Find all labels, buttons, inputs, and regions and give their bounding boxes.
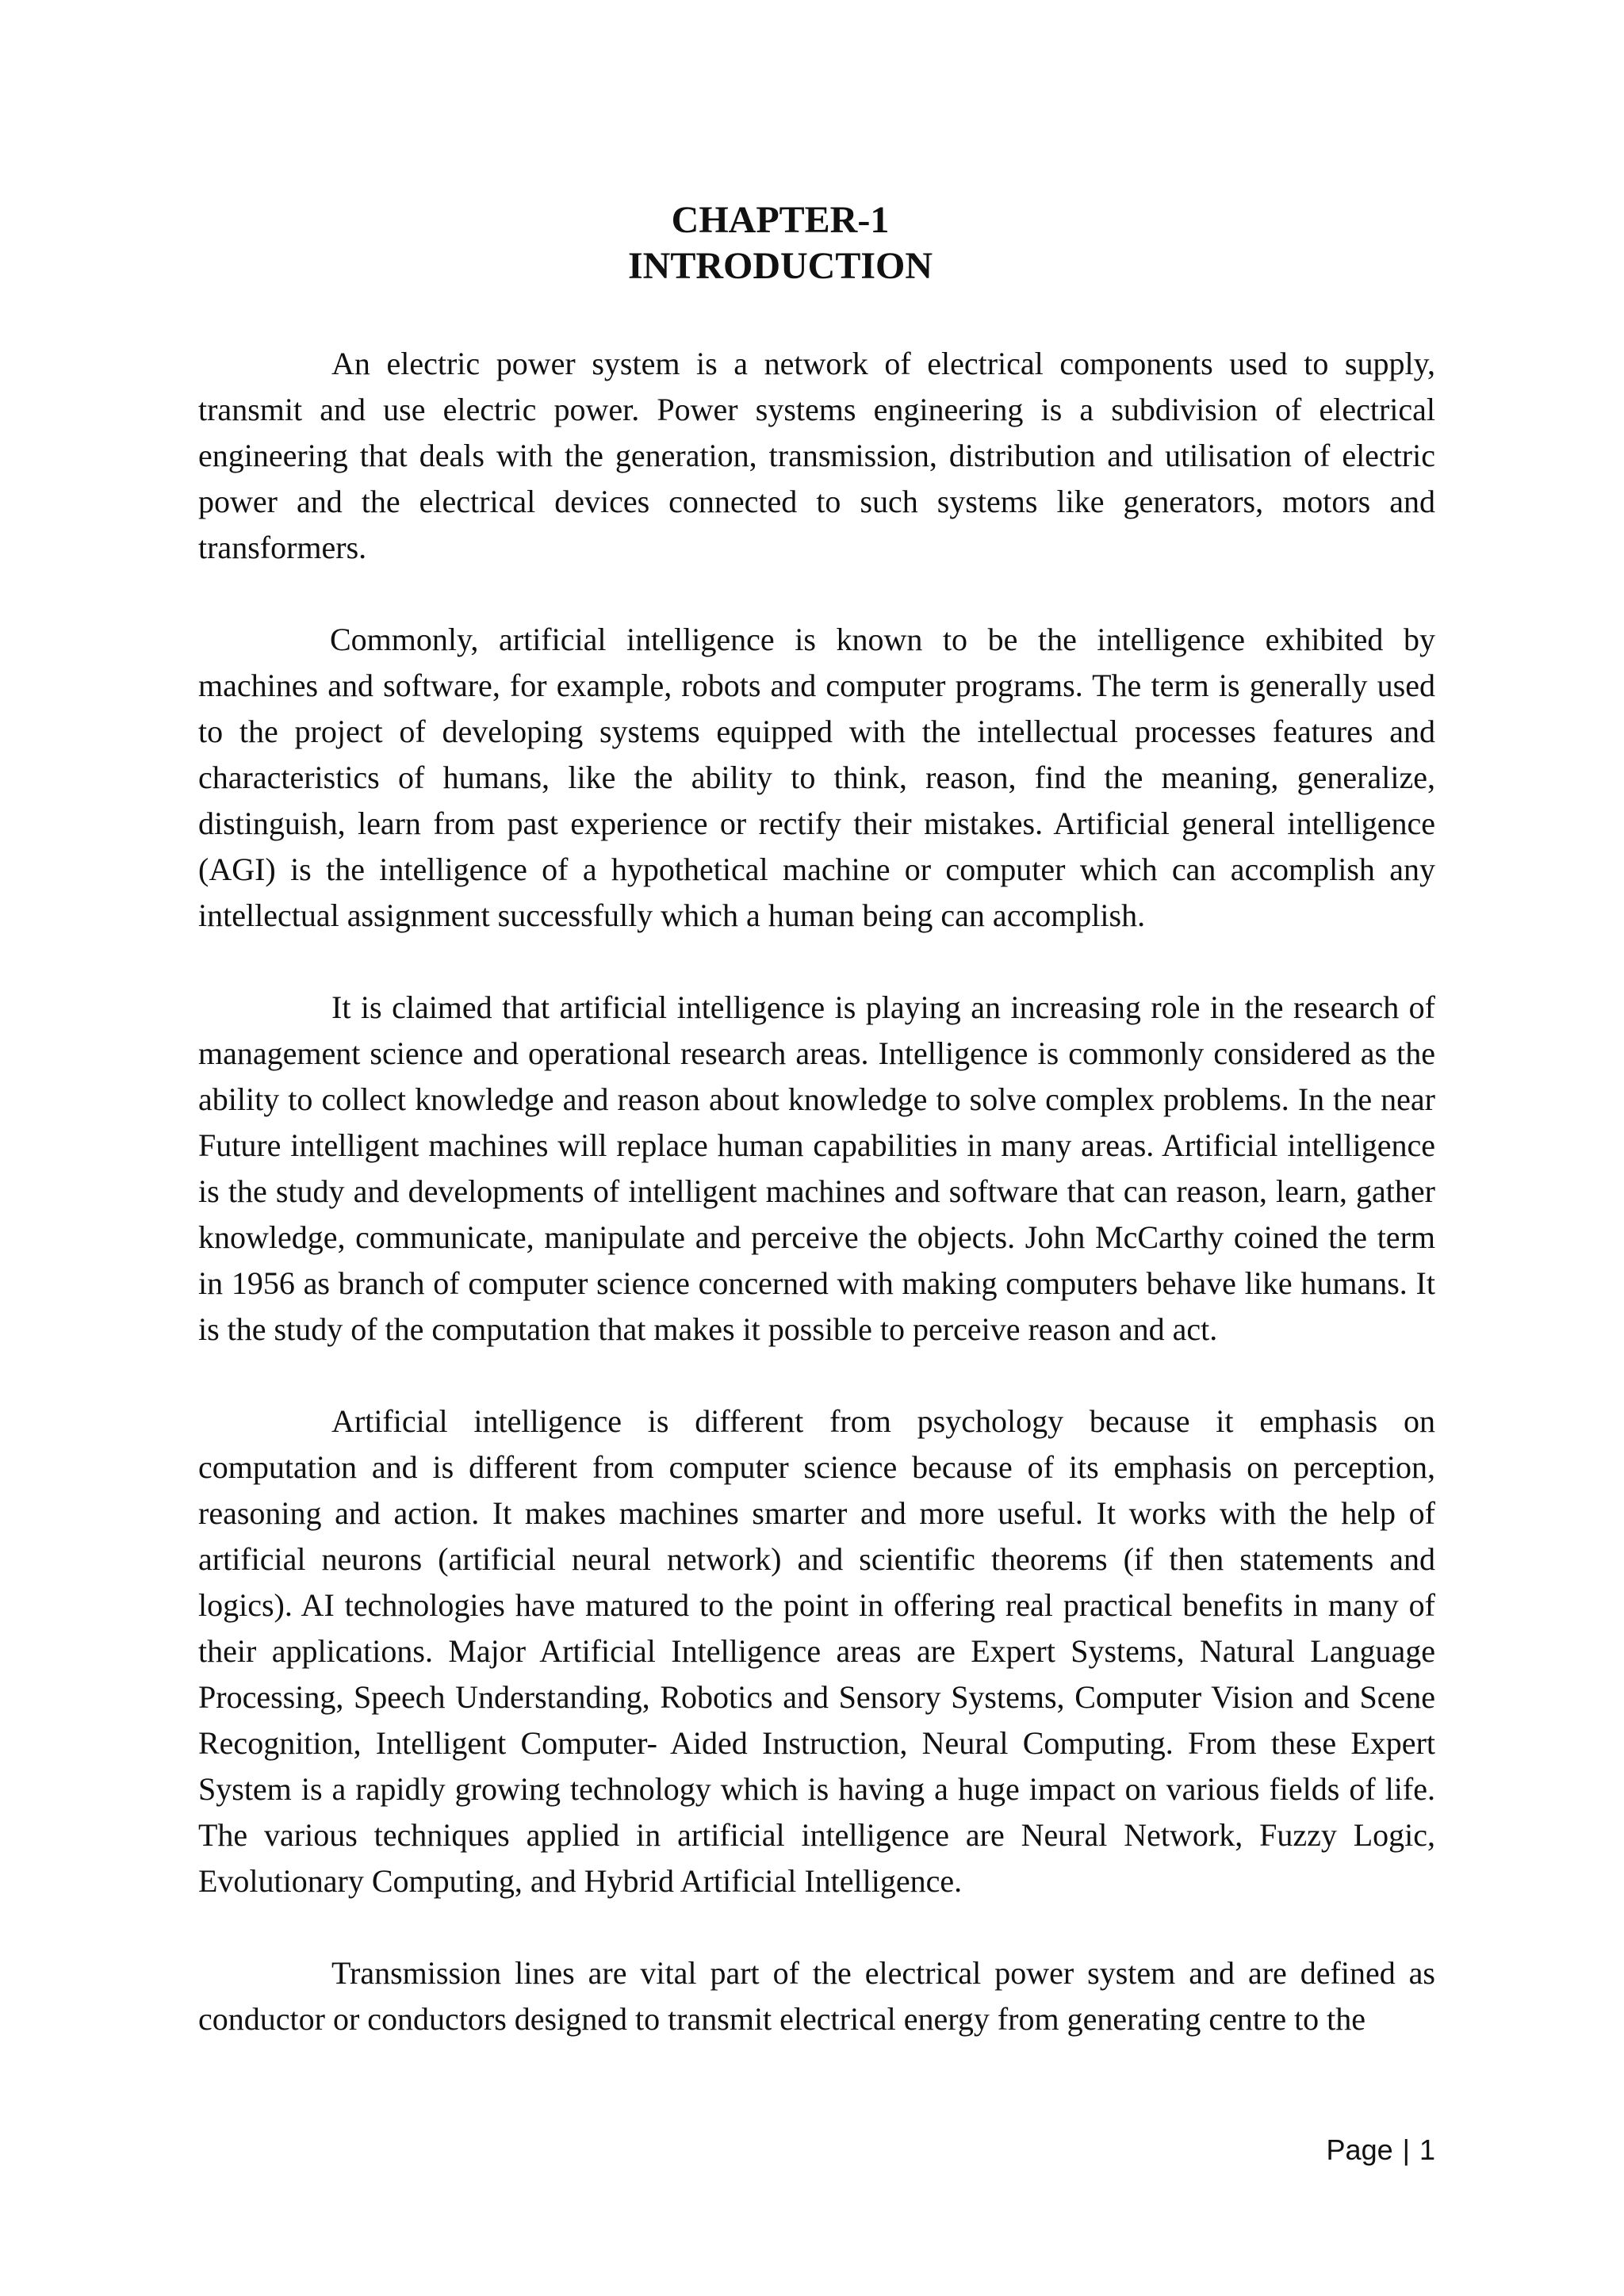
page-footer [1327, 2133, 1435, 2168]
page-number: 1 [1419, 2133, 1435, 2166]
paragraph-ai-definition: Commonly, artificial intelligence is known to be the intelligence exhibited by machines and software, for example, robots and computer programs. The term is generally used to the project of developing systems equipped with the intellectual processes features and characteristics of humans, like the ability to think, reason, find the meaning, generalize, distinguish, learn from past experience or rectify their mistakes. Artificial general intelligence (AGI) is the intelligence of a hypothetical machine or computer which can accomplish any intellectual assignment successfully which a human being can accomplish. [198, 622, 1435, 933]
paragraph-transmission-lines: Transmission lines are vital part of the electrical power system and are defined as conductor or conductors designed to transmit electrical energy from generating centre to the [198, 1955, 1435, 2037]
paragraph-ai-techniques: Artificial intelligence is different from psychology because it emphasis on computation and is different from computer science because of its emphasis on perception, reasoning and action. It makes machines smarter and more useful. It works with the help of artificial neurons (artificial neural network) and scientific theorems (if then statements and logics). AI technologies have matured to the point in offering real practical benefits in many of their applications. Major Artificial Intelligence areas are Expert Systems, Natural Language Processing, Speech Understanding, Robotics and Sensory Systems, Computer Vision and Scene Recognition, Intelligent Computer- Aided Instruction, Neural Computing. From these Expert System is a rapidly growing technology which is having a huge impact on various fields of life. The various techniques applied in artificial intelligence are Neural Network, Fuzzy Logic, Evolutionary Computing, and Hybrid Artificial Intelligence. [198, 1403, 1435, 1899]
paragraph-ai-research: It is claimed that artificial intelligence is playing an increasing role in the research of management science and operational research areas. Intelligence is commonly considered as the ability to collect knowledge and reason about knowledge to solve complex problems. In the near Future intelligent machines will replace human capabilities in many areas. Artificial intelligence is the study and developments of intelligent machines and software that can reason, learn, gather knowledge, communicate, manipulate and perceive the objects. John McCarthy coined the term in 1956 as branch of computer science concerned with making computers behave like humans. It is the study of the computation that makes it possible to perceive reason and act. [198, 989, 1435, 1347]
page-separator: | [1402, 2133, 1410, 2166]
paragraph-power-system: An electric power system is a network of electrical components used to supply, transmit and use electric power. Power systems engineering is a subdivision of electrical engineering that deals with the generation, transmission, distribution and utilisation of electric power and the electrical devices connected to such systems like generators, motors and transformers. [198, 346, 1435, 565]
page-label: Page [1326, 2133, 1393, 2166]
body-text [198, 341, 1435, 2088]
chapter-label: CHAPTER-1 [671, 199, 890, 241]
chapter-title: INTRODUCTION [627, 245, 933, 287]
